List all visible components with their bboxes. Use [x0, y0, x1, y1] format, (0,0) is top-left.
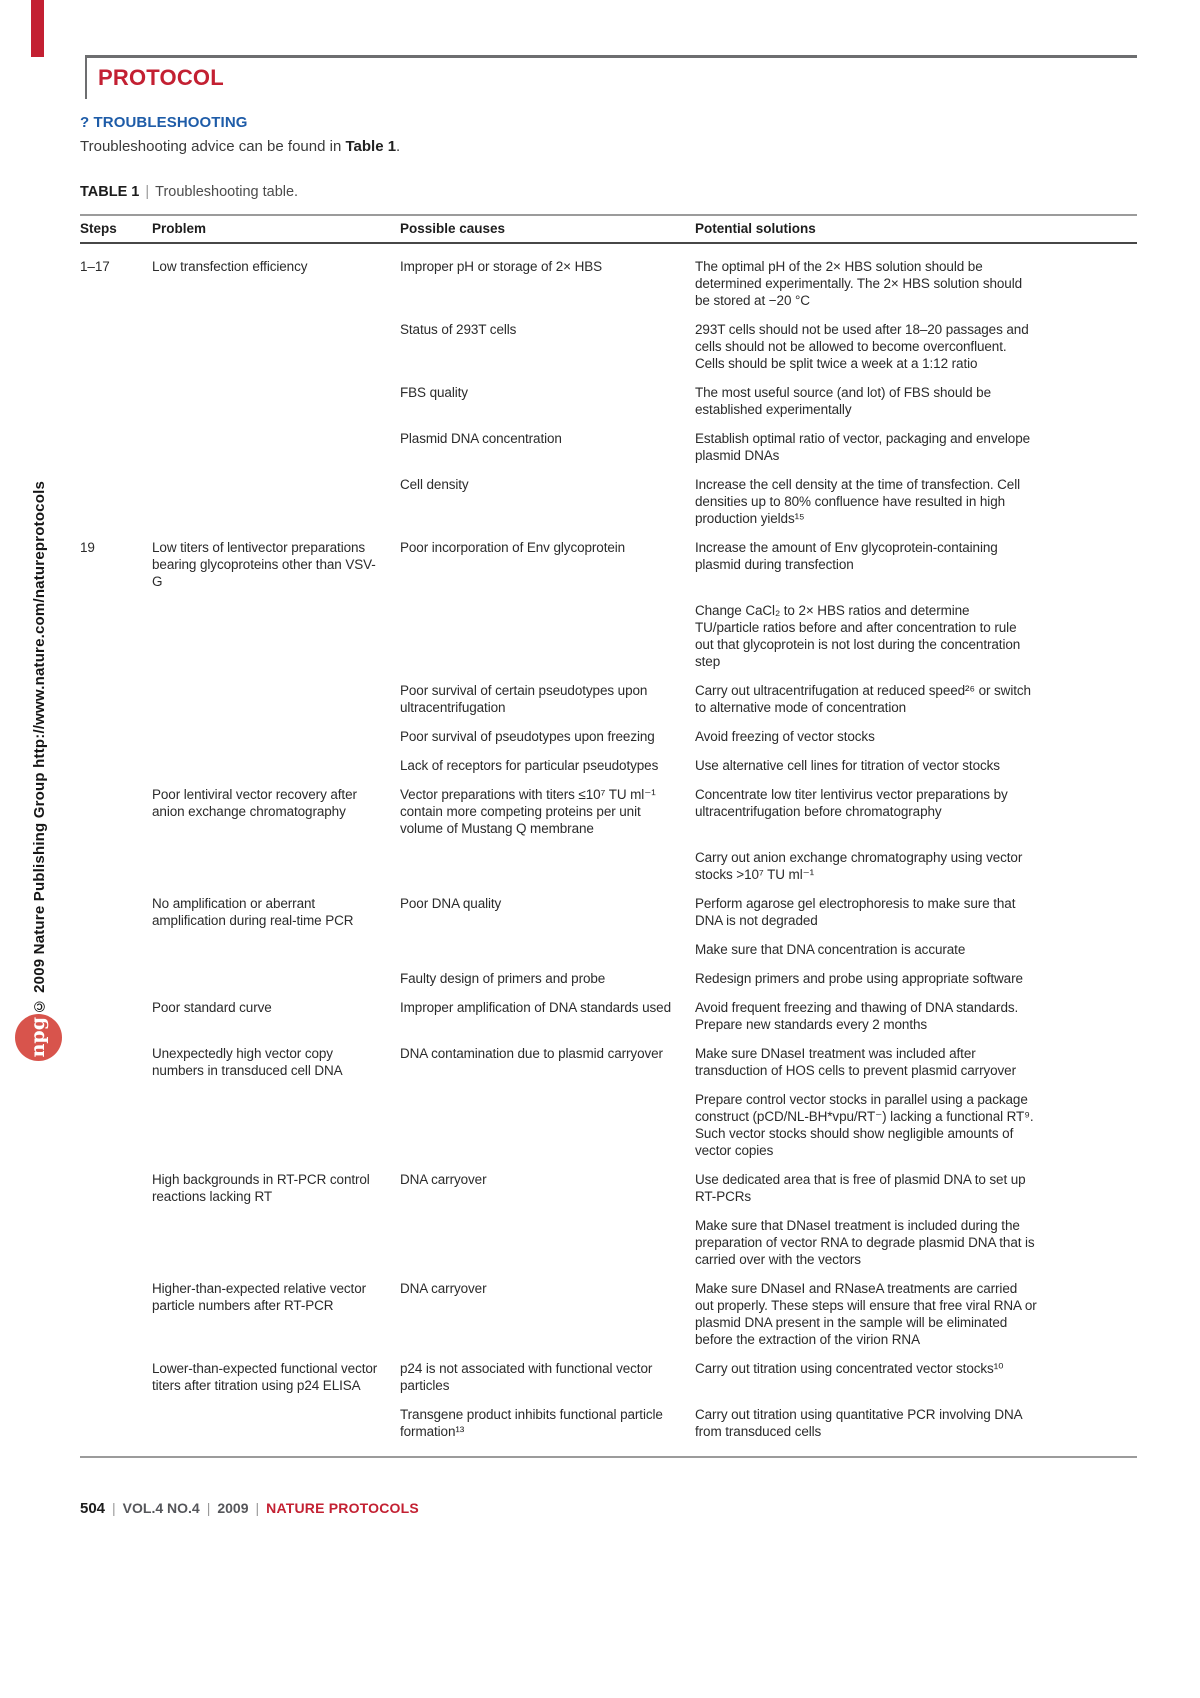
steps-cell	[80, 682, 152, 716]
problem-cell: Low titers of lentivector preparations bearing glycoproteins other than VSV-G	[152, 540, 376, 589]
problem-cell: Lower-than-expected functional vector titers after titration using p24 ELISA	[152, 1361, 378, 1393]
table-row	[80, 1045, 1137, 1079]
steps-cell: 19	[80, 540, 95, 555]
footer-separator: |	[112, 1500, 116, 1516]
table-row	[80, 476, 1137, 527]
cause-cell: Vector preparations with titers ≤10⁷ TU ml⁻¹ contain more competing proteins per unit volume of Mustang Q membrane	[400, 787, 656, 836]
problem-cell: Poor lentiviral vector recovery after anion exchange chromatography	[152, 787, 357, 819]
steps-cell	[80, 321, 152, 372]
cause-cell: Status of 293T cells	[400, 322, 517, 337]
cause-cell: Lack of receptors for particular pseudotypes	[400, 758, 659, 773]
troubleshooting-intro	[80, 138, 400, 155]
table-row	[80, 384, 1137, 418]
solution-cell: Use alternative cell lines for titration of vector stocks	[695, 758, 1000, 773]
cause-cell: Transgene product inhibits functional particle formation¹³	[400, 1407, 663, 1439]
solution-cell: Avoid frequent freezing and thawing of DNA standards. Prepare new standards every 2 months	[695, 1000, 1019, 1032]
steps-cell	[80, 1360, 152, 1394]
col-header-solutions: Potential solutions	[695, 221, 816, 236]
steps-cell	[80, 970, 152, 987]
solution-cell: Make sure that DNaseI treatment is included during the preparation of vector RNA to degrade plasmid DNA that is carried over with the vectors	[695, 1218, 1035, 1267]
table-row	[80, 1360, 1137, 1394]
footer-separator: |	[206, 1500, 211, 1516]
problem-cell	[152, 602, 400, 670]
steps-cell	[80, 1406, 152, 1440]
solution-cell: 293T cells should not be used after 18–20 passages and cells should not be allowed to become overconfluent. Cells should be split twice a week at a 1:12 ratio	[695, 322, 1029, 371]
cause-cell	[400, 941, 695, 958]
table-row	[80, 757, 1137, 774]
table-row	[80, 430, 1137, 464]
cause-cell	[400, 1091, 695, 1159]
solution-cell: Make sure that DNA concentration is accurate	[695, 942, 966, 957]
footer-separator: |	[255, 1500, 260, 1516]
problem-cell	[152, 384, 400, 418]
cause-cell: p24 is not associated with functional vector particles	[400, 1361, 653, 1393]
cause-cell: Faulty design of primers and probe	[400, 971, 606, 986]
cause-cell: Poor survival of pseudotypes upon freezing	[400, 729, 655, 744]
problem-cell: Poor standard curve	[152, 1000, 272, 1015]
steps-cell	[80, 430, 152, 464]
solution-cell: Carry out ultracentrifugation at reduced speed²⁶ or switch to alternative mode of concentration	[695, 683, 1031, 715]
cause-cell: FBS quality	[400, 385, 468, 400]
steps-cell	[80, 602, 152, 670]
cause-cell: Poor survival of certain pseudotypes upon ultracentrifugation	[400, 683, 648, 715]
steps-cell	[80, 757, 152, 774]
table-row	[80, 1217, 1137, 1268]
cause-cell: Improper pH or storage of 2× HBS	[400, 259, 603, 274]
problem-cell: Low transfection efficiency	[152, 259, 308, 274]
col-header-problem: Problem	[152, 221, 207, 236]
problem-cell	[152, 757, 400, 774]
steps-cell	[80, 728, 152, 745]
solution-cell: Avoid freezing of vector stocks	[695, 729, 875, 744]
solution-cell: Carry out anion exchange chromatography using vector stocks >10⁷ TU ml⁻¹	[695, 850, 1023, 882]
problem-cell	[152, 321, 400, 372]
table-row	[80, 999, 1137, 1033]
table-header-row	[80, 214, 1137, 244]
table-row	[80, 539, 1137, 590]
solution-cell: Change CaCl₂ to 2× HBS ratios and determine TU/particle ratios before and after concentration to rule out that glycoprotein is not lost during the concentration step	[695, 603, 1021, 669]
steps-cell	[80, 384, 152, 418]
page-footer	[80, 1500, 419, 1517]
table-row	[80, 258, 1137, 309]
solution-cell: Carry out titration using concentrated vector stocks¹⁰	[695, 1361, 1004, 1376]
problem-cell	[152, 1406, 400, 1440]
steps-cell	[80, 1091, 152, 1159]
solution-cell: Increase the cell density at the time of transfection. Cell densities up to 80% confluence have resulted in high production yields¹⁵	[695, 477, 1021, 526]
steps-cell	[80, 1045, 152, 1079]
problem-cell: Unexpectedly high vector copy numbers in transduced cell DNA	[152, 1046, 343, 1078]
steps-cell	[80, 1217, 152, 1268]
table-row	[80, 682, 1137, 716]
protocol-header-rule	[85, 55, 1137, 99]
cause-cell	[400, 1217, 695, 1268]
cause-cell: DNA carryover	[400, 1172, 487, 1187]
solution-cell: The optimal pH of the 2× HBS solution should be determined experimentally. The 2× HBS solution should be stored at −20 °C	[695, 259, 1023, 308]
problem-cell	[152, 682, 400, 716]
table-row	[80, 849, 1137, 883]
cause-cell	[400, 849, 695, 883]
steps-cell	[80, 895, 152, 929]
solution-cell: Carry out titration using quantitative PCR involving DNA from transduced cells	[695, 1407, 1022, 1439]
protocol-kicker: PROTOCOL	[98, 65, 224, 90]
problem-cell	[152, 1091, 400, 1159]
table-row	[80, 728, 1137, 745]
cause-cell	[400, 602, 695, 670]
table-row	[80, 1280, 1137, 1348]
table-row	[80, 941, 1137, 958]
cause-cell: DNA contamination due to plasmid carryover	[400, 1046, 663, 1061]
solution-cell: Increase the amount of Env glycoprotein-containing plasmid during transfection	[695, 540, 998, 572]
footer-journal-name: NATURE PROTOCOLS	[266, 1500, 419, 1516]
npg-logo-text: npg	[27, 1017, 49, 1058]
table-row	[80, 1171, 1137, 1205]
solution-cell: Prepare control vector stocks in parallel using a package construct (pCD/NL-BH*vpu/RT⁻) lacking a functional RT⁹. Such vector stocks should show negligible amounts of vector copies	[695, 1092, 1034, 1158]
cause-cell: Poor DNA quality	[400, 896, 502, 911]
sidebar-copyright-text: © 2009 Nature Publishing Group http://www.nature.com/natureprotocols	[30, 480, 48, 1014]
sidebar-copyright	[22, 362, 56, 1014]
solution-cell: Concentrate low titer lentivirus vector preparations by ultracentrifugation before chromatography	[695, 787, 1008, 819]
steps-cell	[80, 476, 152, 527]
table-caption-text: Troubleshooting table.	[155, 184, 299, 200]
problem-cell	[152, 430, 400, 464]
solution-cell: The most useful source (and lot) of FBS should be established experimentally	[695, 385, 992, 417]
problem-cell	[152, 728, 400, 745]
cause-cell: Poor incorporation of Env glycoprotein	[400, 540, 626, 555]
table-caption	[80, 184, 298, 200]
cause-cell: Improper amplification of DNA standards used	[400, 1000, 671, 1015]
solution-cell: Make sure DNaseI treatment was included after transduction of HOS cells to prevent plasmid carryover	[695, 1046, 1016, 1078]
caption-divider: |	[145, 184, 150, 200]
table-row	[80, 321, 1137, 372]
solution-cell: Make sure DNaseI and RNaseA treatments are carried out properly. These steps will ensure that free viral RNA or plasmid DNA present in the sample will be eliminated before the extraction of the virion RNA	[695, 1281, 1037, 1347]
cause-cell: Cell density	[400, 477, 469, 492]
solution-cell: Perform agarose gel electrophoresis to make sure that DNA is not degraded	[695, 896, 1016, 928]
page-edge-red-tab	[31, 0, 44, 57]
problem-cell	[152, 476, 400, 527]
protocol-header	[85, 58, 1137, 99]
problem-cell: Higher-than-expected relative vector particle numbers after RT-PCR	[152, 1281, 367, 1313]
table-row	[80, 1406, 1137, 1440]
cause-cell: DNA carryover	[400, 1281, 487, 1296]
intro-suffix: .	[396, 138, 401, 155]
intro-text: Troubleshooting advice can be found in	[80, 138, 346, 155]
table-caption-label: TABLE 1	[80, 184, 140, 200]
solution-cell: Redesign primers and probe using appropriate software	[695, 971, 1023, 986]
col-header-causes: Possible causes	[400, 221, 506, 236]
footer-page-number: 504	[80, 1500, 106, 1517]
troubleshooting-table	[80, 214, 1137, 1458]
steps-cell	[80, 999, 152, 1033]
table-row	[80, 602, 1137, 670]
solution-cell: Establish optimal ratio of vector, packaging and envelope plasmid DNAs	[695, 431, 1031, 463]
problem-cell: High backgrounds in RT-PCR control reactions lacking RT	[152, 1172, 370, 1204]
solution-cell: Use dedicated area that is free of plasmid DNA to set up RT-PCRs	[695, 1172, 1026, 1204]
steps-cell	[80, 1280, 152, 1348]
problem-cell	[152, 941, 400, 958]
steps-cell	[80, 786, 152, 837]
footer-year: 2009	[217, 1500, 249, 1516]
table-row	[80, 786, 1137, 837]
problem-cell	[152, 970, 400, 987]
steps-cell: 1–17	[80, 259, 110, 274]
col-header-steps: Steps	[80, 221, 117, 236]
table-row	[80, 970, 1137, 987]
problem-cell	[152, 1217, 400, 1268]
intro-table-ref: Table 1	[345, 138, 397, 155]
footer-volume: VOL.4 NO.4	[122, 1500, 200, 1516]
problem-cell: No amplification or aberrant amplification during real-time PCR	[152, 896, 354, 928]
problem-cell	[152, 849, 400, 883]
steps-cell	[80, 849, 152, 883]
npg-logo	[15, 1014, 62, 1061]
cause-cell: Plasmid DNA concentration	[400, 431, 562, 446]
steps-cell	[80, 1171, 152, 1205]
table-row	[80, 1091, 1137, 1159]
table-row	[80, 895, 1137, 929]
troubleshooting-heading: ? TROUBLESHOOTING	[80, 114, 248, 131]
steps-cell	[80, 941, 152, 958]
table-body	[80, 244, 1137, 1458]
